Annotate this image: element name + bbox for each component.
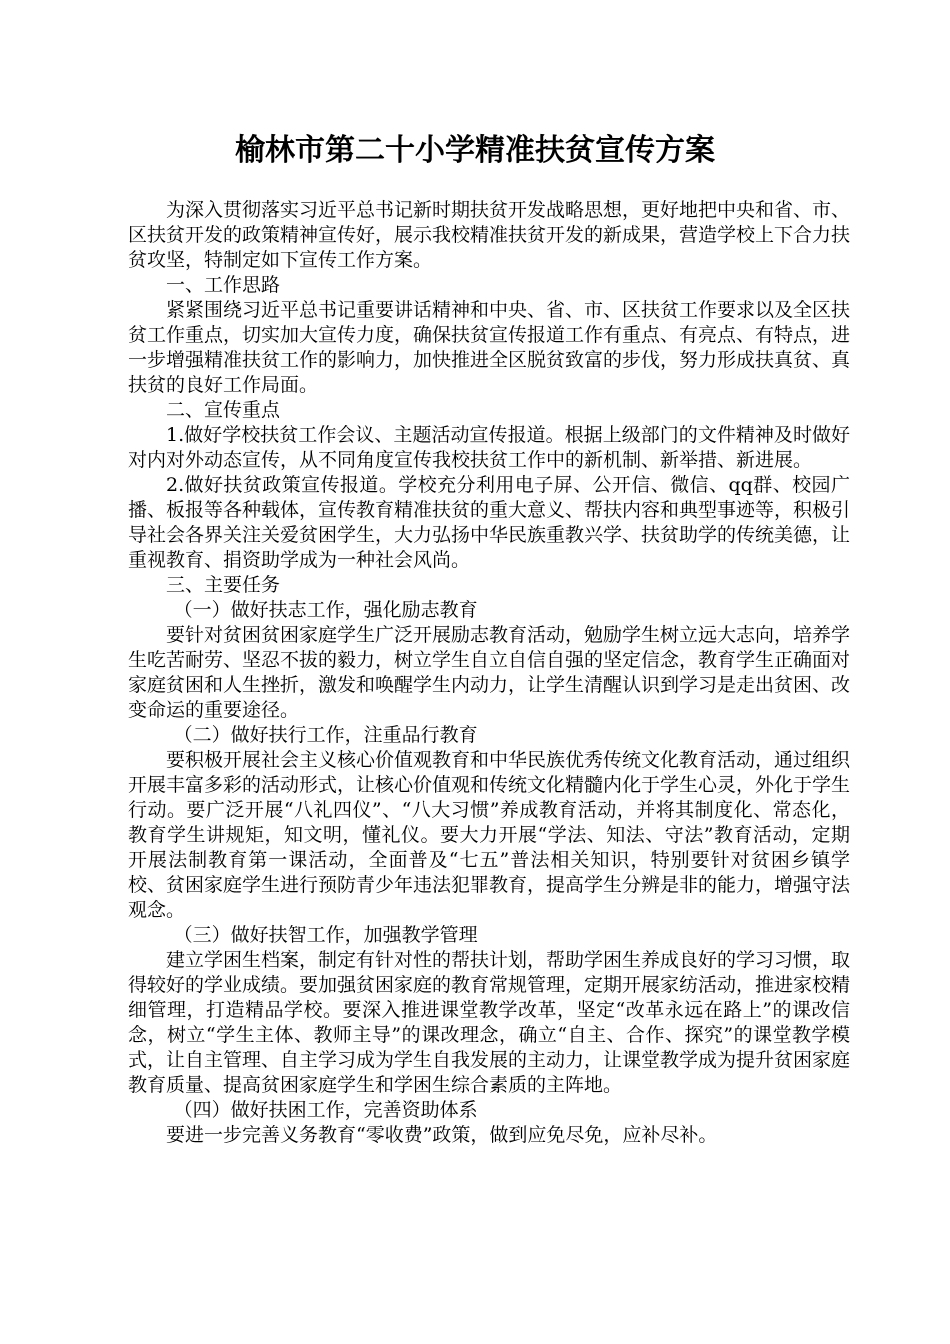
- subsection-heading-2: （二）做好扶行工作，注重品行教育: [173, 724, 478, 746]
- document-title: 榆林市第二十小学精准扶贫宣传方案: [235, 133, 715, 168]
- section-heading-2: 二、宣传重点: [166, 399, 281, 421]
- subsection-heading-3: （三）做好扶智工作，加强教学管理: [173, 924, 478, 946]
- publicity-point-2: 2.做好扶贫政策宣传报道。学校充分利用电子屏、公开信、微信、qq群、校园广播、板报等各种载体，宣传教育精准扶贫的重大意义、帮扶内容和典型事迹等，积极引导社会各界关注关爱贫困学生，大力弘扬中华民族重教兴学、扶贫助学的传统美德，让重视教育、捐资助学成为一种社会风尚。: [128, 474, 851, 571]
- subsection-3-paragraph: 建立学困生档案，制定有针对性的帮扶计划，帮助学困生养成良好的学习习惯，取得较好的学业成绩。要加强贫困家庭的教育常规管理，定期开展家纺活动，推进家校精细管理，打造精品学校。要深入推进课堂教学改革，坚定“改革永远在路上”的课改信念，树立“学生主体、教师主导”的课改理念，确立“自主、合作、探究”的课堂教学模式，让自主管理、自主学习成为学生自我发展的主动力，让课堂教学成为提升贫困家庭教育质量、提高贫困家庭学生和学困生综合素质的主阵地。: [128, 949, 851, 1096]
- subsection-2-paragraph: 要积极开展社会主义核心价值观教育和中华民族优秀传统文化教育活动，通过组织开展丰富多彩的活动形式，让核心价值观和传统文化精髓内化于学生心灵，外化于学生行动。要广泛开展“八礼四仪”、“八大习惯”养成教育活动，并将其制度化、常态化，教育学生讲规矩，知文明，懂礼仪。要大力开展“学法、知法、守法”教育活动，定期开展法制教育第一课活动，全面普及“七五”普法相关知识，特别要针对贫困乡镇学校、贫困家庭学生进行预防青少年违法犯罪教育，提高学生分辨是非的能力，增强守法观念。: [128, 749, 851, 921]
- subsection-heading-4: （四）做好扶困工作，完善资助体系: [173, 1099, 478, 1121]
- document-body: [128, 198, 850, 1148]
- subsection-heading-1: （一）做好扶志工作，强化励志教育: [173, 599, 478, 621]
- section-heading-1: 一、工作思路: [166, 274, 281, 296]
- subsection-4-paragraph: 要进一步完善义务教育“零收费”政策，做到应免尽免，应补尽补。: [166, 1124, 718, 1146]
- work-approach-paragraph: 紧紧围绕习近平总书记重要讲话精神和中央、省、市、区扶贫工作要求以及全区扶贫工作重点，切实加大宣传力度，确保扶贫宣传报道工作有重点、有亮点、有特点，进一步增强精准扶贫工作的影响力，加快推进全区脱贫致富的步伐，努力形成扶真贫、真扶贫的良好工作局面。: [128, 299, 851, 396]
- intro-paragraph: 为深入贯彻落实习近平总书记新时期扶贫开发战略思想，更好地把中央和省、市、区扶贫开发的政策精神宣传好，展示我校精准扶贫开发的新成果，营造学校上下合力扶贫攻坚，特制定如下宣传工作方案。: [128, 199, 851, 271]
- publicity-point-1: 1.做好学校扶贫工作会议、主题活动宣传报道。根据上级部门的文件精神及时做好对内对外动态宣传，从不同角度宣传我校扶贫工作中的新机制、新举措、新进展。: [128, 424, 850, 471]
- subsection-1-paragraph: 要针对贫困贫困家庭学生广泛开展励志教育活动，勉励学生树立远大志向，培养学生吃苦耐劳、坚忍不拔的毅力，树立学生自立自信自强的坚定信念，教育学生正确面对家庭贫困和人生挫折，激发和唤醒学生内动力，让学生清醒认识到学习是走出贫困、改变命运的重要途径。: [128, 624, 851, 721]
- section-heading-3: 三、主要任务: [166, 574, 281, 596]
